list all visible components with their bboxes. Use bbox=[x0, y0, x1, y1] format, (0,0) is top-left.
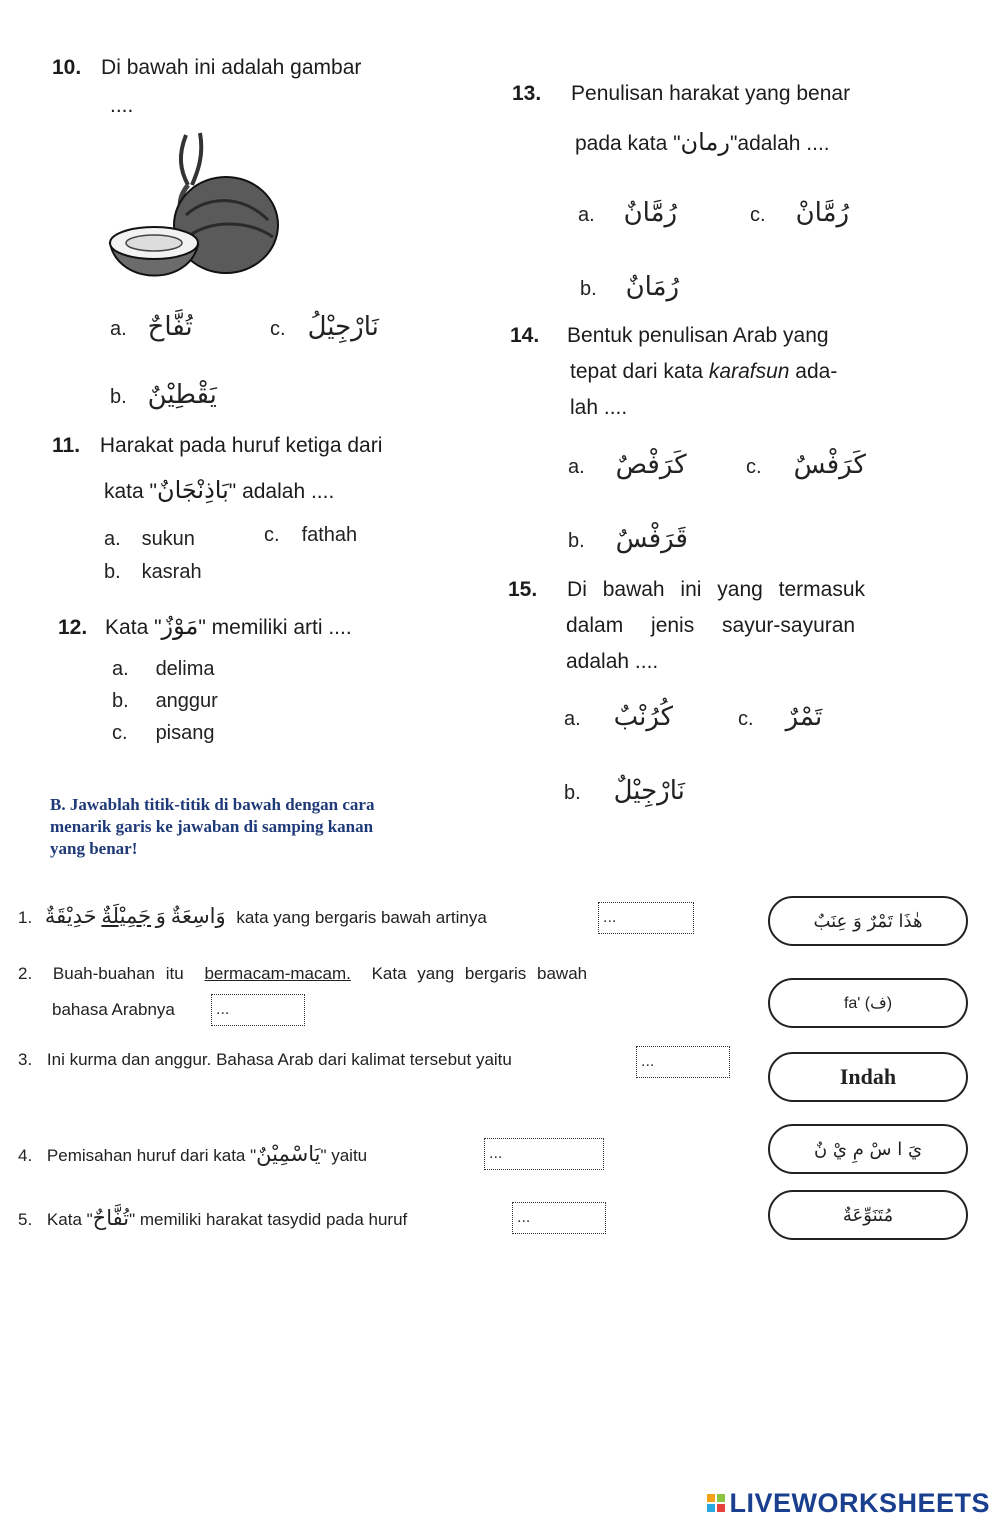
q15-option-c-label: c. bbox=[738, 708, 754, 730]
item-3-text: Ini kurma dan anggur. Bahasa Arab dari kalimat tersebut yaitu bbox=[46, 1050, 512, 1069]
q15-option-c[interactable] bbox=[738, 702, 822, 732]
item-5-text-prefix: Kata " bbox=[46, 1210, 93, 1229]
q15-option-c-value: تَمْرٌ bbox=[785, 702, 823, 732]
q12-option-a-label: a. bbox=[112, 658, 129, 680]
q11-text-line1: Harakat pada huruf ketiga dari bbox=[99, 434, 383, 457]
q10-option-c[interactable] bbox=[270, 312, 379, 342]
q13-option-c-value: رُمَّانْ bbox=[795, 198, 850, 228]
q11-option-c[interactable] bbox=[264, 524, 357, 547]
item-2-text-b: Kata yang bergaris bawah bbox=[371, 964, 588, 983]
q12-option-c-label: c. bbox=[112, 722, 128, 744]
answer-pill-5[interactable]: مُتَنَوِّعَةٌ bbox=[768, 1190, 968, 1240]
q15-option-b-label: b. bbox=[564, 782, 581, 804]
section-b-instruction-line1: B. Jawablah titik-titik di bawah dengan cara bbox=[50, 795, 375, 814]
q11-option-a-value: sukun bbox=[141, 528, 195, 550]
section-b-item-1 bbox=[18, 904, 618, 930]
q12-option-a[interactable] bbox=[112, 658, 214, 681]
item-5-number: 5. bbox=[18, 1210, 33, 1229]
q13-option-a-label: a. bbox=[578, 204, 595, 226]
q12-option-b-label: b. bbox=[112, 690, 129, 712]
answer-pill-1[interactable]: هٰذَا تَمْرٌ وَ عِنَبٌ bbox=[768, 896, 968, 946]
q13-text-line1: Penulisan harakat yang benar bbox=[571, 82, 851, 105]
q14-text-line3: lah .... bbox=[570, 396, 628, 419]
q12-text-prefix: Kata " bbox=[105, 616, 162, 639]
liveworksheets-logo-icon bbox=[707, 1494, 725, 1512]
q14-text-line2-italic: karafsun bbox=[708, 360, 790, 383]
item-2-text-a: Buah-buahan itu bbox=[52, 964, 184, 983]
q15-option-a-value: كُرُنْبٌ bbox=[613, 702, 674, 732]
q11-option-c-value: fathah bbox=[301, 524, 358, 546]
q14-option-a[interactable] bbox=[568, 450, 687, 480]
section-b-item-3 bbox=[18, 1048, 512, 1072]
item-5-text-suffix: " memiliki harakat tasydid pada huruf bbox=[129, 1210, 408, 1229]
q13-option-a-value: رُمَّانٌ bbox=[623, 198, 678, 228]
coconut-sprout bbox=[181, 135, 188, 185]
item-2-answer-blank[interactable]: ... bbox=[211, 994, 305, 1026]
q15-option-b[interactable] bbox=[564, 776, 685, 806]
q13-text-prefix: pada kata " bbox=[575, 132, 681, 155]
q11-arabic: بَاذِنْجَانٌ bbox=[156, 476, 229, 504]
q12-text-suffix: " memiliki arti .... bbox=[198, 616, 352, 639]
section-b-instruction-line3: yang benar! bbox=[50, 839, 138, 858]
q14-question bbox=[510, 322, 829, 350]
q14-text-line2-suffix: ada- bbox=[789, 360, 838, 383]
item-1-text: kata yang bergaris bawah artinya bbox=[236, 908, 487, 927]
q11-number: 11. bbox=[52, 434, 81, 457]
q14-option-b[interactable] bbox=[568, 524, 688, 554]
q13-option-c-label: c. bbox=[750, 204, 766, 226]
item-1-number: 1. bbox=[18, 908, 33, 927]
q13-arabic: رمان bbox=[680, 128, 730, 156]
q11-question bbox=[52, 432, 382, 460]
q14-number: 14. bbox=[510, 324, 540, 347]
q14-text-line1: Bentuk penulisan Arab yang bbox=[567, 324, 829, 347]
item-2-text-line2: bahasa Arabnya bbox=[52, 1000, 175, 1019]
q15-text-line3: adalah .... bbox=[566, 650, 659, 673]
q14-text-line2-prefix: tepat dari kata bbox=[570, 360, 709, 383]
item-4-arabic: يَاسْمِيْنٌ bbox=[256, 1142, 321, 1166]
q13-option-b-label: b. bbox=[580, 278, 597, 300]
q15-text-line1: Di bawah ini yang termasuk bbox=[567, 578, 866, 601]
q14-option-c[interactable] bbox=[746, 450, 866, 480]
q12-option-b-value: anggur bbox=[155, 690, 218, 712]
q10-option-a-label: a. bbox=[110, 318, 127, 340]
q11-option-b[interactable] bbox=[104, 561, 202, 584]
q14-option-a-value: كَرَفْصٌ bbox=[615, 450, 687, 480]
q10-option-a[interactable] bbox=[110, 312, 193, 342]
q14-option-b-value: قَرَفْسٌ bbox=[615, 524, 688, 554]
q14-option-a-label: a. bbox=[568, 456, 585, 478]
item-4-text-suffix: " yaitu bbox=[320, 1146, 368, 1165]
q13-question bbox=[512, 80, 850, 108]
liveworksheets-logo-text: LIVEWORKSHEETS bbox=[729, 1488, 990, 1518]
answer-pill-4[interactable]: يَ ا سْ مِ يْ نٌ bbox=[768, 1124, 968, 1174]
q13-option-b-value: رُمَانٌ bbox=[625, 272, 680, 302]
q10-text: Di bawah ini adalah gambar bbox=[101, 56, 362, 79]
item-5-answer-blank[interactable]: ... bbox=[512, 1202, 606, 1234]
q15-text-line2: dalam jenis sayur-sayuran bbox=[566, 614, 856, 637]
item-3-number: 3. bbox=[18, 1050, 33, 1069]
q12-option-a-value: delima bbox=[155, 658, 215, 680]
q11-option-a[interactable] bbox=[104, 528, 195, 551]
q11-option-a-label: a. bbox=[104, 528, 121, 550]
q10-question bbox=[52, 54, 361, 82]
item-4-text-prefix: Pemisahan huruf dari kata " bbox=[46, 1146, 257, 1165]
coconut-illustration bbox=[108, 125, 280, 285]
coconut-sprout-2 bbox=[192, 133, 201, 185]
item-3-answer-blank[interactable]: ... bbox=[636, 1046, 730, 1078]
item-1-arabic-d: وَاسِعَةٌ bbox=[170, 904, 226, 928]
q12-arabic: مَوْزٌ bbox=[161, 612, 199, 640]
item-4-answer-blank[interactable]: ... bbox=[484, 1138, 604, 1170]
section-b-item-2 bbox=[18, 962, 728, 986]
q14-text-line2 bbox=[570, 358, 837, 386]
q15-option-a[interactable] bbox=[564, 702, 673, 732]
q10-dots: .... bbox=[110, 94, 134, 117]
item-2-text-underlined: bermacam-macam. bbox=[204, 964, 351, 983]
q14-option-b-label: b. bbox=[568, 530, 585, 552]
q12-question bbox=[58, 612, 352, 642]
item-1-arabic-a: حَدِيْقَةٌ bbox=[44, 904, 97, 928]
q13-option-c[interactable] bbox=[750, 198, 849, 228]
q11-text-prefix: kata " bbox=[104, 480, 157, 503]
item-4-number: 4. bbox=[18, 1146, 33, 1165]
liveworksheets-logo[interactable] bbox=[707, 1488, 990, 1519]
q11-option-c-label: c. bbox=[264, 524, 280, 546]
q13-text-suffix: "adalah .... bbox=[729, 132, 830, 155]
q15-question bbox=[508, 576, 865, 604]
q10-option-b[interactable] bbox=[110, 380, 217, 410]
section-b-instruction bbox=[50, 794, 450, 860]
answer-pill-2[interactable]: fa' (ف) bbox=[768, 978, 968, 1028]
item-1-answer-blank[interactable]: ... bbox=[598, 902, 694, 934]
q10-option-c-label: c. bbox=[270, 318, 286, 340]
answer-pill-3[interactable]: Indah bbox=[768, 1052, 968, 1102]
section-b-instruction-line2: menarik garis ke jawaban di samping kanan bbox=[50, 817, 374, 836]
q10-option-a-value: تُفَّاحٌ bbox=[147, 312, 193, 342]
q10-number: 10. bbox=[52, 56, 82, 79]
coconut-center bbox=[126, 235, 182, 251]
item-1-arabic-c: وَ bbox=[155, 904, 166, 928]
q11-text-line2 bbox=[104, 476, 334, 506]
q10-option-c-value: نَارْجِيْلُ bbox=[307, 312, 379, 342]
q15-option-b-value: نَارْجِيْلٌ bbox=[613, 776, 685, 806]
q14-option-c-label: c. bbox=[746, 456, 762, 478]
q13-number: 13. bbox=[512, 82, 542, 105]
q12-option-c-value: pisang bbox=[155, 722, 215, 744]
item-2-number: 2. bbox=[18, 964, 33, 983]
q13-text-line2 bbox=[575, 128, 830, 158]
q11-text-suffix: " adalah .... bbox=[228, 480, 335, 503]
item-5-arabic: تُفَّاحٌ bbox=[92, 1206, 130, 1230]
q12-number: 12. bbox=[58, 616, 88, 639]
q12-option-b[interactable] bbox=[112, 690, 218, 713]
q14-option-c-value: كَرَفْسٌ bbox=[793, 450, 866, 480]
q10-option-b-label: b. bbox=[110, 386, 127, 408]
q15-number: 15. bbox=[508, 578, 538, 601]
q13-option-b[interactable] bbox=[580, 272, 679, 302]
q11-option-b-value: kasrah bbox=[141, 561, 202, 583]
section-b-item-5 bbox=[18, 1206, 407, 1232]
section-b-item-4 bbox=[18, 1142, 367, 1168]
q10-option-b-value: يَقْطِيْنٌ bbox=[147, 380, 217, 410]
item-1-arabic-b: جَمِيْلَةٌ bbox=[101, 904, 152, 928]
q11-option-b-label: b. bbox=[104, 561, 121, 583]
q15-option-a-label: a. bbox=[564, 708, 581, 730]
q13-option-a[interactable] bbox=[578, 198, 677, 228]
q12-option-c[interactable] bbox=[112, 722, 215, 745]
